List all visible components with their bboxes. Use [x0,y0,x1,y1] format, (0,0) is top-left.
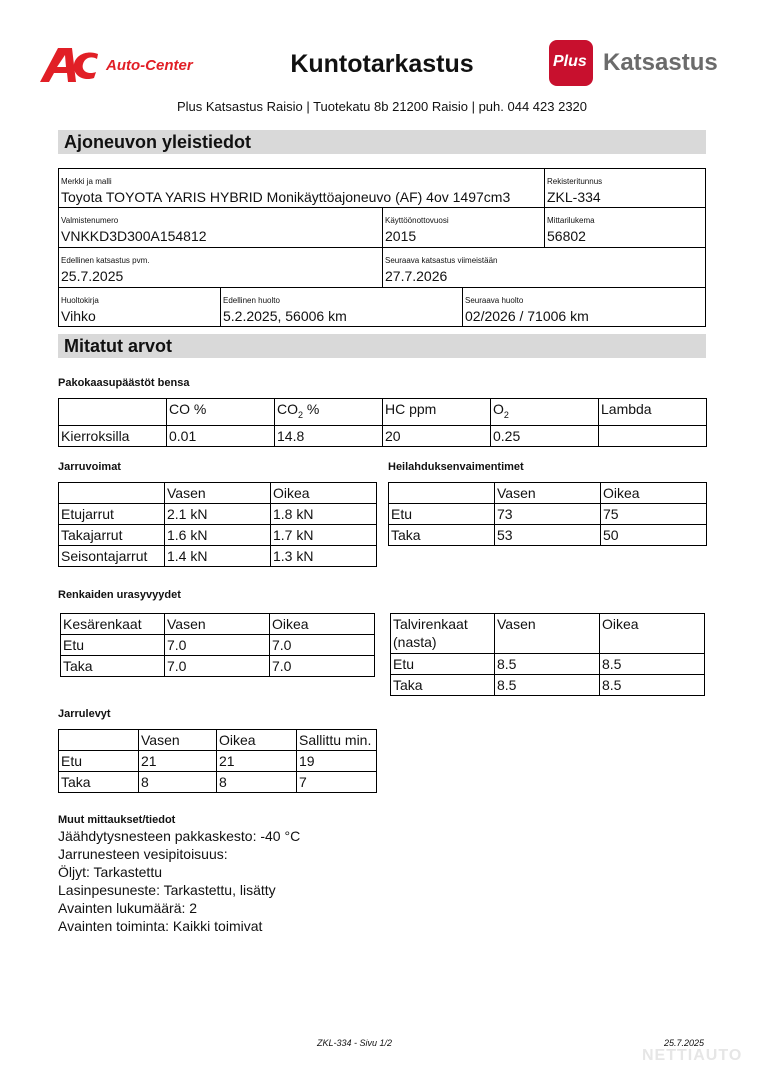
first-use-label: Käyttöönottovuosi [385,216,449,225]
table-row [391,654,705,675]
section-heading-general: Ajoneuvon yleistiedot [58,130,706,154]
next-inspection-value: 27.7.2026 [385,268,448,284]
table-cell: 7 [297,772,377,793]
discs-table [58,729,377,793]
table-cell: Etujarrut [59,504,165,525]
table-header-cell: Vasen [165,614,270,635]
misc-title: Muut mittaukset/tiedot [58,814,176,826]
misc-line: Avainten lukumäärä: 2 [58,900,198,916]
service-book-cell [58,287,221,327]
table-cell: 50 [601,525,707,546]
auto-center-logo-text: Auto-Center [106,57,193,74]
registration-value: ZKL-334 [547,189,601,205]
service-book-value: Vihko [61,308,96,324]
last-service-cell [220,287,463,327]
tires-title: Renkaiden urasyvyydet [58,589,181,601]
table-row [59,730,377,751]
exhaust-title: Pakokaasupäästöt bensa [58,377,190,389]
table-cell: Etu [389,504,495,525]
next-inspection-cell [382,247,706,288]
next-service-cell [462,287,706,327]
table-row [59,504,377,525]
table-cell: 1.6 kN [165,525,271,546]
table-cell: Etu [61,635,165,656]
table-cell: 7.0 [270,656,375,677]
table-header-cell: Vasen [139,730,217,751]
table-header-cell: Oikea [600,614,705,654]
table-header-cell [59,730,139,751]
table-cell: 8 [217,772,297,793]
winter-tires-table [390,613,705,696]
first-use-value: 2015 [385,228,417,244]
table-cell: Takajarrut [59,525,165,546]
table-row [389,525,707,546]
table-header-cell [59,483,165,504]
table-header-cell: Sallittu min. [297,730,377,751]
table-row [59,525,377,546]
shocks-title: Heilahduksenvaimentimet [388,461,524,473]
table-header-cell: Vasen [165,483,271,504]
service-book-label: Huoltokirja [61,296,99,305]
table-row [391,675,705,696]
last-service-value: 5.2.2025, 56006 km [223,308,347,324]
table-cell: 7.0 [165,635,270,656]
first-use-cell [382,207,545,248]
plus-badge [549,40,593,86]
table-cell: 8.5 [600,675,705,696]
table-cell: 1.3 kN [271,546,377,567]
document-title: Kuntotarkastus [290,50,474,78]
next-inspection-label: Seuraava katsastus viimeistään [385,256,498,265]
table-cell: Etu [391,654,495,675]
table-cell: Taka [389,525,495,546]
table-cell: 8.5 [600,654,705,675]
last-inspection-label: Edellinen katsastus pvm. [61,256,150,265]
table-cell: Etu [59,751,139,772]
make-model-label: Merkki ja malli [61,177,112,186]
table-cell: 20 [383,425,491,446]
table-header-cell: Vasen [495,614,600,654]
katsastus-logo-text: Katsastus [603,49,718,76]
vin-value: VNKKD3D300A154812 [61,228,207,244]
table-cell: Taka [59,772,139,793]
misc-line: Lasinpesuneste: Tarkastettu, lisätty [58,882,276,898]
table-cell [599,425,707,446]
table-header-cell: Oikea [217,730,297,751]
table-cell: Taka [61,656,165,677]
brakes-table [58,482,377,567]
table-row [59,772,377,793]
table-cell: 19 [297,751,377,772]
table-row [391,614,705,654]
registration-cell [544,168,706,208]
table-cell: 21 [139,751,217,772]
misc-line: Jäähdytysnesteen pakkaskesto: -40 °C [58,828,301,844]
table-row [59,425,707,446]
table-cell: 73 [495,504,601,525]
footer-page-number: ZKL-334 - Sivu 1/2 [317,1038,393,1048]
table-row [59,546,377,567]
table-cell: 8.5 [495,654,600,675]
table-row [61,656,375,677]
table-header-cell: HC ppm [383,399,491,426]
vin-label: Valmistenumero [61,216,119,225]
last-inspection-value: 25.7.2025 [61,268,124,284]
odometer-cell [544,207,706,248]
table-row [61,614,375,635]
table-cell: 0.01 [167,425,275,446]
table-header-cell: Vasen [495,483,601,504]
exhaust-table [58,398,707,447]
next-service-label: Seuraava huolto [465,296,524,305]
vin-cell [58,207,383,248]
table-cell: 1.7 kN [271,525,377,546]
table-cell [59,399,167,426]
table-row [59,399,707,426]
table-cell: Kierroksilla [59,425,167,446]
misc-list [58,827,300,935]
table-cell: Seisontajarrut [59,546,165,567]
registration-label: Rekisteritunnus [547,177,603,186]
misc-line: Öljyt: Tarkastettu [58,864,163,880]
table-row [59,483,377,504]
plus-katsastus-logo [547,38,729,90]
table-header-cell: $CO_2$ % [275,399,383,426]
table-header-cell: CO % [167,399,275,426]
shocks-table [388,482,707,546]
last-service-label: Edellinen huolto [223,296,280,305]
make-model-cell [58,168,545,208]
make-model-value: Toyota TOYOTA YARIS HYBRID Monikäyttöajoneuvo (AF) 4ov 1497cm3 [61,189,511,205]
odometer-label: Mittarilukema [547,216,595,225]
table-header-cell [389,483,495,504]
next-service-value: 02/2026 / 71006 km [465,308,589,324]
discs-title: Jarrulevyt [58,708,111,720]
table-row [59,751,377,772]
table-cell: 1.8 kN [271,504,377,525]
footer-date: 25.7.2025 [664,1038,705,1048]
table-cell: 53 [495,525,601,546]
table-cell: 7.0 [270,635,375,656]
table-cell: 0.25 [491,425,599,446]
table-cell: 1.4 kN [165,546,271,567]
table-cell: 7.0 [165,656,270,677]
table-header-cell: Talvirenkaat (nasta) [391,614,495,654]
table-cell: 2.1 kN [165,504,271,525]
table-row [389,504,707,525]
table-header-cell: Oikea [601,483,707,504]
table-row [61,635,375,656]
table-cell: 8 [139,772,217,793]
table-header-cell: Kesärenkaat [61,614,165,635]
table-cell: 14.8 [275,425,383,446]
table-header-cell: Oikea [271,483,377,504]
misc-line: Avainten toiminta: Kaikki toimivat [58,918,263,934]
table-header-cell: Oikea [270,614,375,635]
table-header-cell: $O_2$ [491,399,599,426]
nettiauto-watermark: NETTIAUTO [642,1047,743,1064]
table-cell: 21 [217,751,297,772]
odometer-value: 56802 [547,228,586,244]
brakes-title: Jarruvoimat [58,461,121,473]
section-heading-measured: Mitatut arvot [58,334,706,358]
misc-line: Jarrunesteen vesipitoisuus: [58,846,228,862]
last-inspection-cell [58,247,383,288]
table-header-cell: Lambda [599,399,707,426]
summer-tires-table [60,613,375,677]
station-address: Plus Katsastus Raisio | Tuotekatu 8b 21200 Raisio | puh. 044 423 2320 [176,99,588,114]
table-cell: 8.5 [495,675,600,696]
table-cell: 75 [601,504,707,525]
table-row [389,483,707,504]
table-cell: Taka [391,675,495,696]
plus-badge-text: Plus [553,53,587,70]
